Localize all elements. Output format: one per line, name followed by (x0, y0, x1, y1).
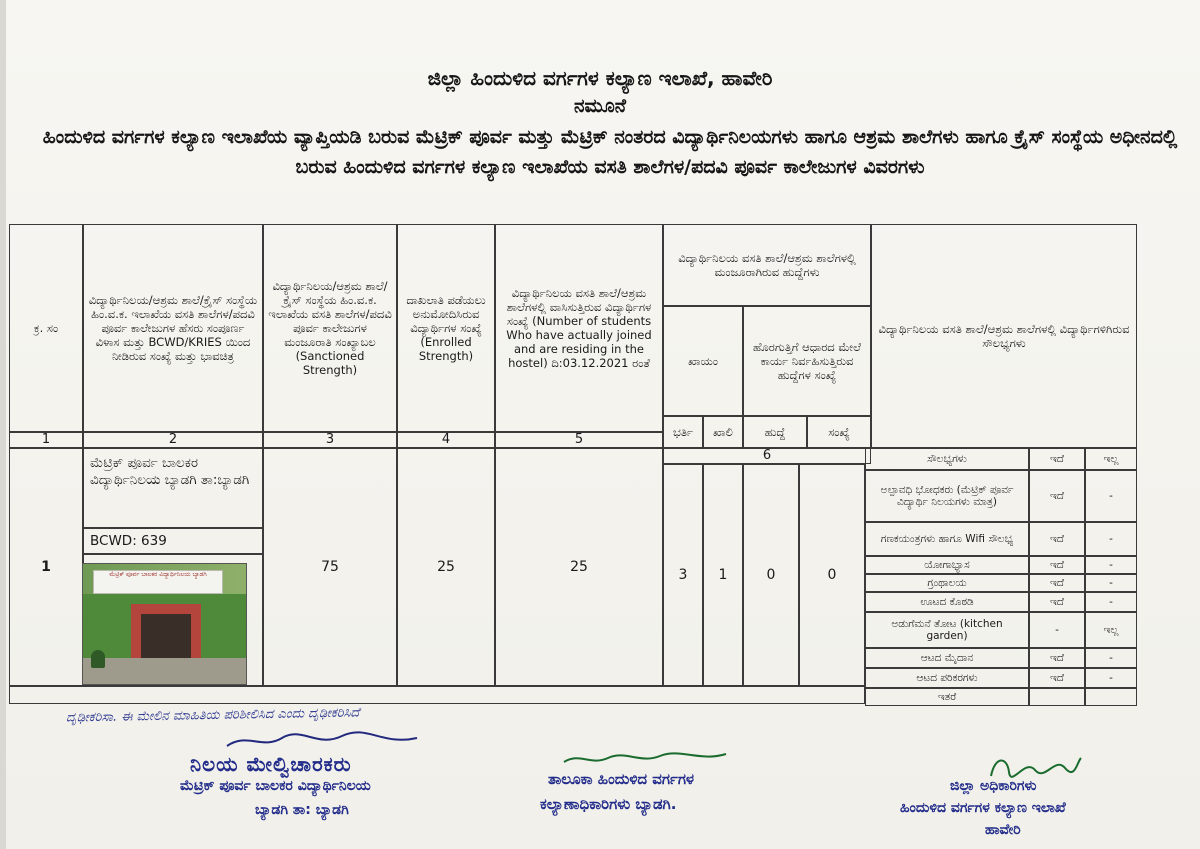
facilities-head-yes: ಇದೆ (1029, 448, 1085, 470)
colnum-4: 4 (397, 432, 495, 448)
facility-no: - (1085, 522, 1137, 556)
hostel-name: ಮೆಟ್ರಿಕ್ ಪೂರ್ವ ಬಾಲಕರ ವಿದ್ಯಾರ್ಥಿನಿಲಯ ಬ್ಯಾಡಗಿ ತಾ:ಬ್ಯಾಡಗಿ (83, 448, 263, 528)
scan-edge (0, 0, 6, 849)
facility-no: - (1085, 592, 1137, 612)
facility-no: - (1085, 470, 1137, 522)
header-facilities: ವಿದ್ಯಾರ್ಥಿನಿಲಯ ವಸತಿ ಶಾಲೆ/ಆಶ್ರಮ ಶಾಲೆಗಳಲ್ಲಿ ವಿದ್ಯಾರ್ಥಿಗಳಿಗಿರುವ ಸೌಲಭ್ಯಗಳು (871, 224, 1137, 448)
facility-name: ಅಲ್ಪಾವಧಿ ಭೋಧಕರು (ಮೆಟ್ರಿಕ್ ಪೂರ್ವ ವಿದ್ಯಾರ್ಥಿ ನಿಲಯಗಳು ಮಾತ್ರ) (865, 470, 1029, 522)
taluk-officer-signature-scribble (560, 748, 730, 770)
bcwd-code: BCWD: 639 (83, 528, 263, 554)
facility-yes (1029, 688, 1085, 706)
attestation-note: ದೃಢೀಕರಿಸಾ. ಈ ಮೇಲಿನ ಮಾಹಿತಿಯ ಪರಿಶೀಲಿಸಿದ ಎಂದು ದೃಢೀಕರಿಸಿದೆ (65, 705, 360, 726)
document-subject: ಹಿಂದುಳಿದ ವರ್ಗಗಳ ಕಲ್ಯಾಣ ಇಲಾಖೆಯ ವ್ಯಾಪ್ತಿಯಡಿ ಬರುವ ಮೆಟ್ರಿಕ್ ಪೂರ್ವ ಮತ್ತು ಮೆಟ್ರಿಕ್ ನಂತರದ ವಿದ್ಯಾರ್ಥಿನಿಲಯಗಳು ಹಾಗೂ ಆಶ್ರಮ ಶಾಲೆಗಳು ಹಾಗೂ ಕ್ರೈಸ್ ಸಂಸ್ಥೆಯ ಅಧೀನದಲ್ಲಿ ಬರುವ ಹಿಂದುಳಿದ ವರ್ಗಗಳ ಕಲ್ಯಾಣ ಇಲಾಖೆಯ ವಸತಿ ಶಾಲೆಗಳ/ಪದವಿ ಪೂರ್ವ ಕಾಲೇಜುಗಳ ವಿವರಗಳು (42, 126, 1178, 178)
colnum-5: 5 (495, 432, 663, 448)
header-vacant: ಖಾಲಿ (703, 416, 743, 448)
facility-yes: - (1029, 612, 1085, 648)
facility-yes: ಇದೆ (1029, 668, 1085, 688)
residing-value: 25 (495, 448, 663, 686)
header-sanctioned: ವಿದ್ಯಾರ್ಥಿನಿಲಯ/ಆಶ್ರಮ ಶಾಲೆ/ಕ್ರೈಸ್ ಸಂಸ್ಥೆಯ ಹಿಂ.ವ.ಕ. ಇಲಾಖೆಯ ವಸತಿ ಶಾಲೆಗಳ/ಪದವಿ ಪೂರ್ವ ಕಾಲೇಜುಗಳ ಮಂಜೂರಾತಿ ಸಂಖ್ಯಾಬಲ (Sanctioned Strength) (263, 224, 397, 432)
facility-no: - (1085, 574, 1137, 592)
facility-no: - (1085, 648, 1137, 668)
enrolled-value: 25 (397, 448, 495, 686)
facilities-head-no: ಇಲ್ಲ (1085, 448, 1137, 470)
department-title: ಜಿಲ್ಲಾ ಹಿಂದುಳಿದ ವರ್ಗಗಳ ಕಲ್ಯಾಣ ಇಲಾಖೆ, ಹಾವೇರಿ (427, 66, 773, 90)
facility-no (1085, 688, 1137, 706)
warden-signature-scribble (222, 728, 422, 754)
facility-yes: ಇದೆ (1029, 648, 1085, 668)
district-officer-line3: ಹಾವೇರಿ (985, 822, 1021, 838)
district-officer-line1: ಜಿಲ್ಲಾ ಅಧಿಕಾರಿಗಳು (950, 778, 1037, 794)
filled-value: 3 (663, 464, 703, 686)
facility-name: ಗ್ರಂಥಾಲಯ (865, 574, 1029, 592)
header-filled: ಭರ್ತಿ (663, 416, 703, 448)
photo-shrub (91, 650, 105, 668)
facility-yes: ಇದೆ (1029, 556, 1085, 574)
table-bottom-row (9, 686, 865, 704)
header-permanent: ಖಾಯಂ (663, 306, 743, 416)
vacant-value: 1 (703, 464, 743, 686)
facility-name: ಆಟದ ಪರಿಕರಗಳು (865, 668, 1029, 688)
row-serial: 1 (9, 448, 83, 686)
header-residing: ವಿದ್ಯಾರ್ಥಿನಿಲಯ ವಸತಿ ಶಾಲೆ/ಆಶ್ರಮ ಶಾಲೆಗಳಲ್ಲಿ ವಾಸಿಸುತ್ತಿರುವ ವಿದ್ಯಾರ್ಥಿಗಳ ಸಂಖ್ಯೆ (Number of students Who have actually joined and are residing in the hostel) ದಿ:03.12.2021 ರಂತೆ (495, 224, 663, 432)
facility-yes: ಇದೆ (1029, 574, 1085, 592)
facility-yes: ಇದೆ (1029, 470, 1085, 522)
taluk-officer-signature (560, 748, 730, 770)
facility-name: ಯೋಗಾಭ್ಯಾಸ (865, 556, 1029, 574)
colnum-1: 1 (9, 432, 83, 448)
form-label: ನಮೂನೆ (573, 95, 627, 117)
header-name-address: ವಿದ್ಯಾರ್ಥಿನಿಲಯ/ಆಶ್ರಮ ಶಾಲೆ/ಕ್ರೈಸ್ ಸಂಸ್ಥೆಯ ಹಿಂ.ವ.ಕ. ಇಲಾಖೆಯ ವಸತಿ ಶಾಲೆಗಳ/ಪದವಿ ಪೂರ್ವ ಕಾಲೇಜುಗಳ ಹೆಸರು ಸಂಪೂರ್ಣ ವಿಳಾಸ ಮತ್ತು BCWD/KRIES ಯಿಂದ ನೀಡಿರುವ ಸಂಖ್ಯೆ ಮತ್ತು ಭಾವಚಿತ್ರ (83, 224, 263, 432)
outsourced-count-value: 0 (799, 464, 865, 686)
taluk-officer-line1: ತಾಲೂಕಾ ಹಿಂದುಳಿದ ವರ್ಗಗಳ (548, 770, 695, 788)
facility-name: ಅಡುಗೆಮನೆ ತೋಟ (kitchen garden) (865, 612, 1029, 648)
header-outsourced: ಹೊರಗುತ್ತಿಗೆ ಆಧಾರದ ಮೇಲೆ ಕಾರ್ಯ ನಿರ್ವಹಿಸುತ್ತಿರುವ ಹುದ್ದೆಗಳ ಸಂಖ್ಯೆ (743, 306, 871, 416)
warden-hostel: ಮೆಟ್ರಿಕ್ ಪೂರ್ವ ಬಾಲಕರ ವಿದ್ಯಾರ್ಥಿನಿಲಯ (180, 778, 371, 794)
colnum-6: 6 (663, 448, 871, 464)
hostel-photo (82, 563, 247, 685)
colnum-3: 3 (263, 432, 397, 448)
header-posts: ವಿದ್ಯಾರ್ಥಿನಿಲಯ ವಸತಿ ಶಾಲೆ/ಆಶ್ರಮ ಶಾಲೆಗಳಲ್ಲಿ ಮಂಜೂರಾಗಿರುವ ಹುದ್ದೆಗಳು (663, 224, 871, 306)
facility-name: ಇತರೆ (865, 688, 1029, 706)
header-post: ಹುದ್ದೆ (743, 416, 807, 448)
header-serial: ಕ್ರ. ಸಂ (9, 224, 83, 432)
facility-name: ಗಣಕಯಂತ್ರಗಳು ಹಾಗೂ Wifi ಸೌಲಭ್ಯ (865, 522, 1029, 556)
taluk-officer-line2: ಕಲ್ಯಾಣಾಧಿಕಾರಿಗಳು ಬ್ಯಾಡಗಿ. (540, 795, 677, 813)
sanctioned-value: 75 (263, 448, 397, 686)
facility-name: ಆಟದ ಮೈದಾನ (865, 648, 1029, 668)
header-count: ಸಂಖ್ಯೆ (807, 416, 871, 448)
facility-yes: ಇದೆ (1029, 522, 1085, 556)
outsourced-post-value: 0 (743, 464, 799, 686)
facility-yes: ಇದೆ (1029, 592, 1085, 612)
facility-no: ಇಲ್ಲ (1085, 612, 1137, 648)
district-officer-line2: ಹಿಂದುಳಿದ ವರ್ಗಗಳ ಕಲ್ಯಾಣ ಇಲಾಖೆ (900, 800, 1066, 816)
warden-title: ನಿಲಯ ಮೇಲ್ವಿಚಾರಕರು (190, 752, 352, 776)
facilities-head-name: ಸೌಲಭ್ಯಗಳು (865, 448, 1029, 470)
facility-no: - (1085, 668, 1137, 688)
facility-name: ಊಟದ ಕೊಠಡಿ (865, 592, 1029, 612)
photo-ground (83, 658, 247, 685)
facility-no: - (1085, 556, 1137, 574)
warden-place: ಬ್ಯಾಡಗಿ ತಾ: ಬ್ಯಾಡಗಿ (255, 802, 349, 818)
header-enrolled: ದಾಖಲಾತಿ ಪಡೆಯಲು ಅನುಮೋದಿಸಿರುವ ವಿದ್ಯಾರ್ಥಿಗಳ ಸಂಖ್ಯೆ (Enrolled Strength) (397, 224, 495, 432)
colnum-2: 2 (83, 432, 263, 448)
warden-signature (222, 728, 422, 754)
photo-signboard: ಮೆಟ್ರಿಕ್ ಪೂರ್ವ ಬಾಲಕರ ವಿದ್ಯಾರ್ಥಿನಿಲಯ ಬ್ಯಾಡಗಿ (93, 570, 223, 594)
